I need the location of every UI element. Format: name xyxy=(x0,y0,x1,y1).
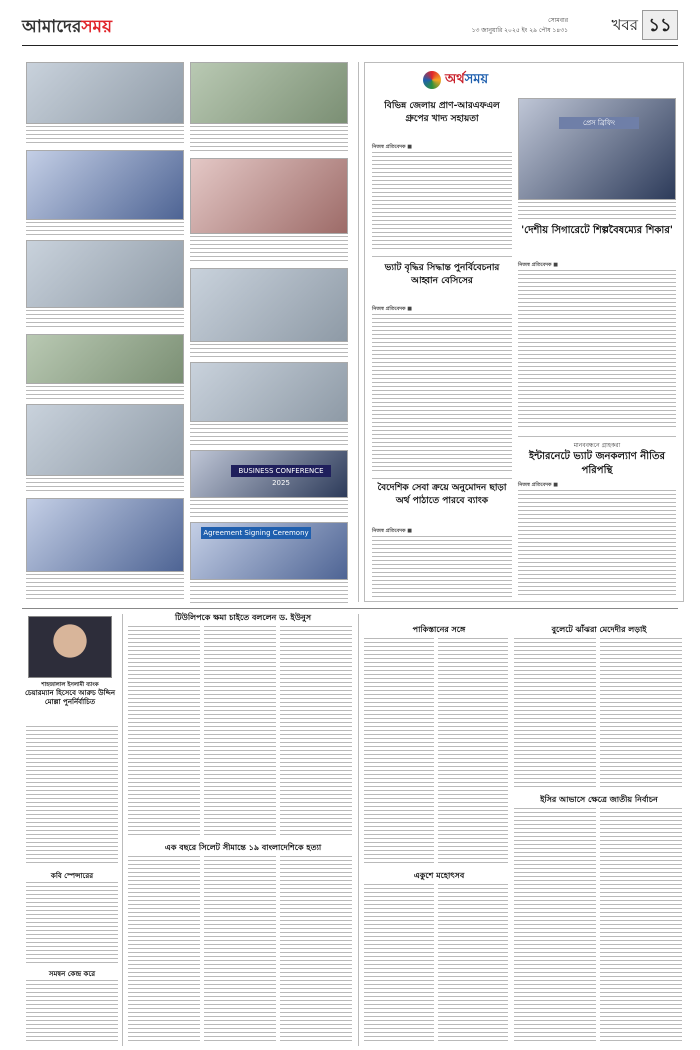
photo-business-conference xyxy=(190,450,348,498)
body-kobi xyxy=(26,882,118,964)
logo-part1: আমাদের xyxy=(22,17,82,37)
body-yunus-col3 xyxy=(280,626,352,836)
press-banner: প্রেস ব্রিফিং xyxy=(559,117,639,129)
photo-award-6 xyxy=(26,498,184,572)
body-ekush-col1 xyxy=(364,884,434,1044)
photo-award-5 xyxy=(26,404,184,476)
artha-somoy-header xyxy=(368,66,678,94)
caption-4 xyxy=(26,386,184,400)
body-yunus-col1 xyxy=(128,626,200,836)
body-cigarette xyxy=(518,270,676,430)
artha-logo-icon xyxy=(423,71,441,89)
artha-somoy-logo xyxy=(423,68,543,92)
column-divider xyxy=(358,62,359,602)
agreement-banner: Agreement Signing Ceremony xyxy=(201,527,311,539)
caption-mid-1 xyxy=(190,126,348,154)
headline-yunus: টিউলিপকে ক্ষমা চাইতে বললেন ড. ইউনুস xyxy=(174,612,312,622)
body-bank xyxy=(372,536,512,598)
body-samson xyxy=(26,980,118,1042)
conference-banner: BUSINESS CONFERENCE 2025 xyxy=(231,465,331,477)
section-divider xyxy=(22,608,678,609)
caption-mid-4 xyxy=(190,424,348,446)
body-election-col2 xyxy=(600,808,682,1044)
page-header xyxy=(22,10,678,46)
headline-sylhet: এক বছরে সিলেট সীমান্তে ১৯ বাংলাদেশিকে হত্যা xyxy=(164,842,322,852)
body-pakistan-col1 xyxy=(364,638,434,864)
portrait-chairman xyxy=(28,616,112,678)
caption-3 xyxy=(26,310,184,330)
byline-relief: নিজস্ব প্রতিবেদক ■ xyxy=(372,144,412,150)
body-yunus-col2 xyxy=(204,626,276,836)
body-internet xyxy=(518,490,676,598)
artha-logo-part1: অর্থ xyxy=(445,71,465,87)
photo-award-4 xyxy=(26,334,184,384)
headline-vat: ভ্যাট বৃদ্ধির সিদ্ধান্ত পুনর্বিবেচনার আহ্বান বেসিসের xyxy=(384,263,500,286)
headline-internet: ইন্টারনেটে ভ্যাট জনকল্যাণ নীতির পরিপন্থি xyxy=(529,451,665,476)
headline-ekush: একুশে মহোৎসব xyxy=(413,870,465,880)
caption-2 xyxy=(26,222,184,236)
headline-election: ইসির আভাসে ক্ষেত্রে জাতীয় নির্বাচন xyxy=(540,794,658,804)
byline-cigarette: নিজস্ব প্রতিবেদক ■ xyxy=(518,262,558,268)
chairman-line2: চেয়ারম্যান হিসেবে আরুচ উদ্দিন মোল্লা পুনর্নির্বাচিত xyxy=(24,689,115,706)
body-ekush-col2 xyxy=(438,884,508,1044)
caption-mid-5 xyxy=(190,500,348,518)
divider-relief xyxy=(372,256,512,257)
caption-5 xyxy=(26,478,184,494)
body-sylhet-col3 xyxy=(280,856,352,1044)
body-relief xyxy=(372,152,512,252)
body-chairman xyxy=(26,726,118,866)
caption-mid-6 xyxy=(190,582,348,604)
headline-bank: বৈদেশিক সেবা ক্রয়ে অনুমোদন ছাড়া অর্থ পাঠাতে পারবে ব্যাংক xyxy=(377,483,507,506)
caption-1 xyxy=(26,126,184,146)
chairman-title xyxy=(24,682,116,707)
photo-mid-1 xyxy=(190,62,348,124)
headline-relief: বিভিন্ন জেলায় প্রাণ-আরএফএল গ্রুপের খাদ্য সহায়তা xyxy=(384,101,500,124)
body-pakistan-col2 xyxy=(438,638,508,864)
section-label: খবর xyxy=(611,16,638,34)
headline-kobi: কবি স্পেন্সারের xyxy=(50,871,94,880)
header-date xyxy=(472,16,568,36)
headline-bulldozer: বুলেটে ঝাঁঝরা মেদেদীর লড়াই xyxy=(551,624,647,634)
photo-award-3 xyxy=(26,240,184,308)
logo-part2: সময় xyxy=(81,17,112,37)
byline-internet: নিজস্ব প্রতিবেদক ■ xyxy=(518,482,558,488)
divider-lower-2 xyxy=(358,614,359,1046)
body-election-col1 xyxy=(514,808,596,1044)
kicker-internet: মানববন্ধনে গ্রাহকরা xyxy=(573,442,621,449)
divider-vat xyxy=(372,478,512,479)
divider-cigarette xyxy=(518,436,676,437)
caption-6 xyxy=(26,574,184,602)
headline-pakistan: পাকিস্তানের সঙ্গে xyxy=(412,624,466,634)
chairman-line1: শাহজালাল ইসলামী ব্যাংক xyxy=(41,682,99,688)
body-bulldozer-col2 xyxy=(600,638,682,788)
photo-mid-2 xyxy=(190,158,348,234)
artha-logo-part2: সময় xyxy=(464,71,489,87)
headline-cigarette: 'দেশীয় সিগারেটে শিল্পবৈষম্যের শিকার' xyxy=(521,225,673,236)
photo-agreement-signing xyxy=(190,522,348,580)
headline-samson: সমন্বন কেন্দ্র করে xyxy=(48,969,96,978)
masthead-logo xyxy=(22,14,112,42)
photo-award-1 xyxy=(26,62,184,124)
byline-vat: নিজস্ব প্রতিবেদক ■ xyxy=(372,306,412,312)
body-vat xyxy=(372,314,512,474)
divider-lower-1 xyxy=(122,614,123,1046)
caption-press xyxy=(518,202,676,222)
body-sylhet-col1 xyxy=(128,856,200,1044)
photo-award-2 xyxy=(26,150,184,220)
page-number: ১১ xyxy=(642,10,678,40)
caption-mid-2 xyxy=(190,236,348,264)
photo-mid-3 xyxy=(190,268,348,342)
byline-bank: নিজস্ব প্রতিবেদক ■ xyxy=(372,528,412,534)
date-label: ১৩ জানুয়ারি ২০২৫ ইং ২৯ পৌষ ১৪৩১ xyxy=(471,27,568,34)
body-bulldozer-col1 xyxy=(514,638,596,788)
body-sylhet-col2 xyxy=(204,856,276,1044)
day-label: সোমবার xyxy=(548,17,568,24)
photo-press-briefing xyxy=(518,98,676,200)
photo-mid-4 xyxy=(190,362,348,422)
caption-mid-3 xyxy=(190,344,348,358)
